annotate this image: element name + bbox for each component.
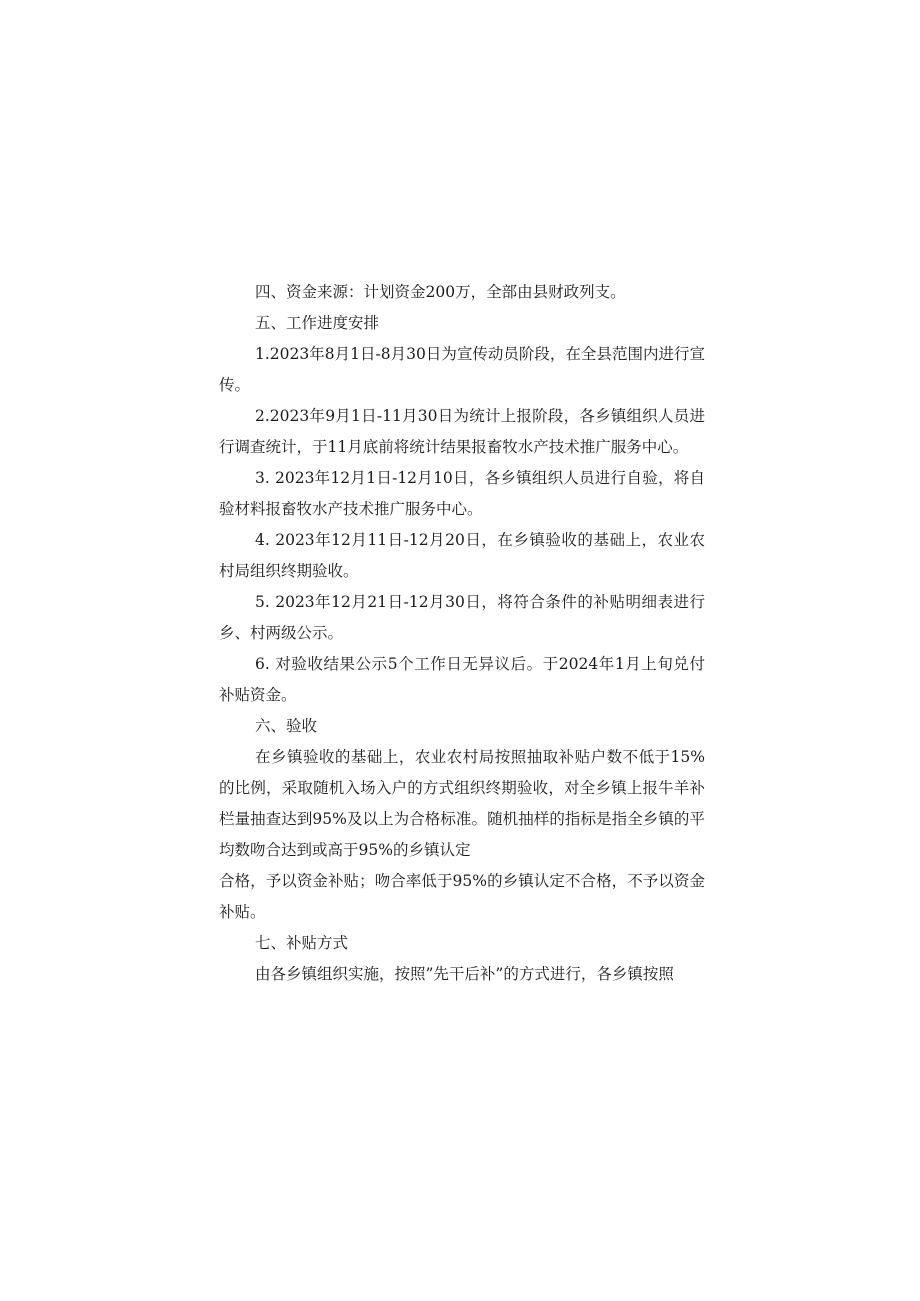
section-subsidy-heading: 七、补贴方式 [255,934,349,952]
section-acceptance-heading: 六、验收 [255,717,318,735]
schedule-item-2: 2.2023年9月1日-11月30日为统计上报阶段，各乡镇组织人员进行调查统计，于11月底前将统计结果报畜牧水产技术推广服务中心。 [219,407,705,456]
document-body [219,277,705,990]
section-schedule-heading: 五、工作进度安排 [255,314,380,332]
schedule-item-3: 3. 2023年12月1日-12月10日，各乡镇组织人员进行自验，将自验材料报畜牧水产技术推广服务中心。 [219,469,705,518]
acceptance-paragraph-2: 合格，予以资金补贴；吻合率低于95%的乡镇认定不合格，不予以资金补贴。 [219,872,705,921]
schedule-item-6: 6. 对验收结果公示5个工作日无异议后。于2024年1月上旬兑付补贴资金。 [219,655,705,704]
schedule-item-4: 4. 2023年12月11日-12月20日，在乡镇验收的基础上，农业农村局组织终期验收。 [219,531,705,580]
subsidy-paragraph: 由各乡镇组织实施，按照”先干后补”的方式进行，各乡镇按照 [255,965,674,983]
acceptance-paragraph-1: 在乡镇验收的基础上，农业农村局按照抽取补贴户数不低于15%的比例，采取随机入场入户的方式组织终期验收，对全乡镇上报牛羊补栏量抽查达到95%及以上为合格标准。随机抽样的指标是指全乡镇的平均数吻合达到或高于95%的乡镇认定 [219,748,705,859]
section-funding: 四、资金来源：计划资金200万，全部由县财政列支。 [255,283,626,301]
schedule-item-5: 5. 2023年12月21日-12月30日，将符合条件的补贴明细表进行乡、村两级公示。 [219,593,705,642]
schedule-item-1: 1.2023年8月1日-8月30日为宣传动员阶段，在全县范围内进行宣传。 [219,345,705,394]
